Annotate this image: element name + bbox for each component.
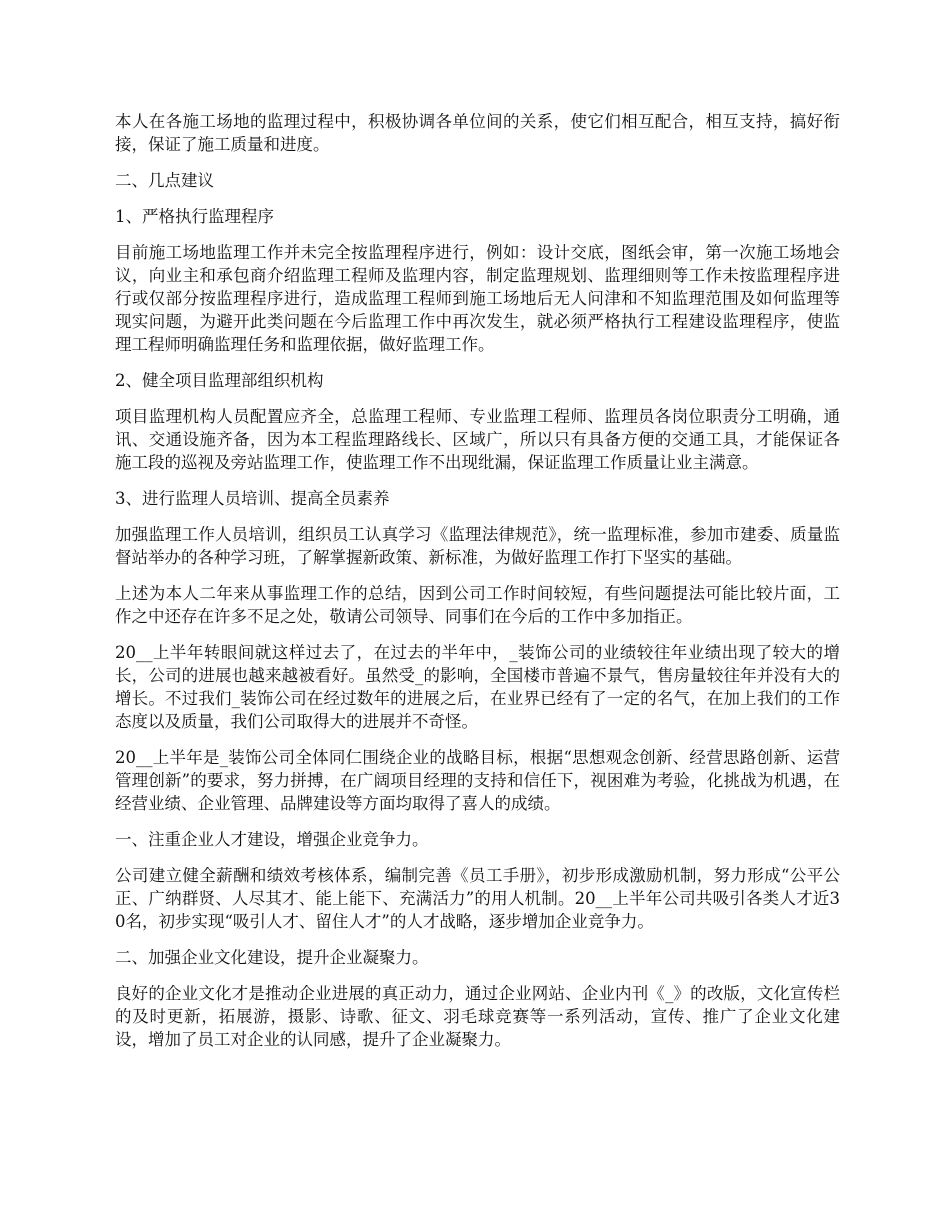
subheading-1: 1、严格执行监理程序 bbox=[115, 207, 274, 226]
subheading-3: 3、进行监理人员培训、提高全员素养 bbox=[115, 489, 390, 508]
paragraph-intro: 本人在各施工场地的监理过程中，积极协调各单位间的关系，使它们相互配合，相互支持，搞好衔接，保证了施工质量和进度。 bbox=[115, 112, 840, 154]
document-page bbox=[115, 110, 840, 1064]
paragraph-body: 20__上半年是_装饰公司全体同仁围绕企业的战略目标，根据“思想观念创新、经营思路创新、运营管理创新”的要求，努力拼搏，在广阔项目经理的支持和信任下，视困难为考验，化挑战为机遇，在经营业绩、企业管理、品牌建设等方面均取得了喜人的成绩。 bbox=[115, 748, 840, 813]
section-heading-culture: 二、加强企业文化建设，提升企业凝聚力。 bbox=[115, 948, 429, 967]
paragraph-summary: 上述为本人二年来从事监理工作的总结，因到公司工作时间较短，有些问题提法可能比较片面，工作之中还存在许多不足之处，敬请公司领导、同事们在今后的工作中多加指正。 bbox=[115, 584, 840, 626]
subheading-2: 2、健全项目监理部组织机构 bbox=[115, 371, 324, 390]
paragraph-body: 20__上半年转眼间就这样过去了，在过去的半年中，_装饰公司的业绩较往年业绩出现了较大的增长，公司的进展也越来越被看好。虽然受_的影响，全国楼市普遍不景气，售房量较往年并没有大的增长。不过我们_装饰公司在经过数年的进展之后，在业界已经有了一定的名气，在加上我们的工作态度以及质量，我们公司取得大的进展并不奇怪。 bbox=[115, 643, 840, 731]
paragraph-body: 目前施工场地监理工作并未完全按监理程序进行，例如：设计交底，图纸会审，第一次施工场地会议，向业主和承包商介绍监理工程师及监理内容，制定监理规划、监理细则等工作未按监理程序进行或仅部分按监理程序进行，造成监理工程师到施工场地后无人问津和不知监理范围及如何监理等现实问题，为避开此类问题在今后监理工作中再次发生，就必须严格执行工程建设监理程序，使监理工程师明确监理任务和监理依据，做好监理工作。 bbox=[115, 243, 840, 354]
paragraph-body: 良好的企业文化才是推动企业进展的真正动力，通过企业网站、企业内刊《_》的改版，文化宣传栏的及时更新，拓展游，摄影、诗歌、征文、羽毛球竞赛等一系列活动，宣传、推广了企业文化建设，增加了员工对企业的认同感，提升了企业凝聚力。 bbox=[115, 984, 840, 1049]
paragraph-body: 加强监理工作人员培训，组织员工认真学习《监理法律规范》，统一监理标准，参加市建委、质量监督站举办的各种学习班，了解掌握新政策、新标准，为做好监理工作打下坚实的基础。 bbox=[115, 525, 840, 567]
paragraph-body: 项目监理机构人员配置应齐全，总监理工程师、专业监理工程师、监理员各岗位职责分工明确，通讯、交通设施齐备，因为本工程监理路线长、区域广，所以只有具备方便的交通工具，才能保证各施工段的巡视及旁站监理工作，使监理工作不出现纰漏，保证监理工作质量让业主满意。 bbox=[115, 407, 840, 472]
section-heading-suggestions: 二、几点建议 bbox=[115, 171, 214, 190]
paragraph-body: 公司建立健全薪酬和绩效考核体系，编制完善《员工手册》，初步形成激励机制，努力形成“公平公正、广纳群贤、人尽其才、能上能下、充满活力”的用人机制。20__上半年公司共吸引各类人才近30名，初步实现“吸引人才、留住人才”的人才战略，逐步增加企业竞争力。 bbox=[115, 866, 840, 931]
section-heading-talent: 一、注重企业人才建设，增强企业竞争力。 bbox=[115, 830, 429, 849]
